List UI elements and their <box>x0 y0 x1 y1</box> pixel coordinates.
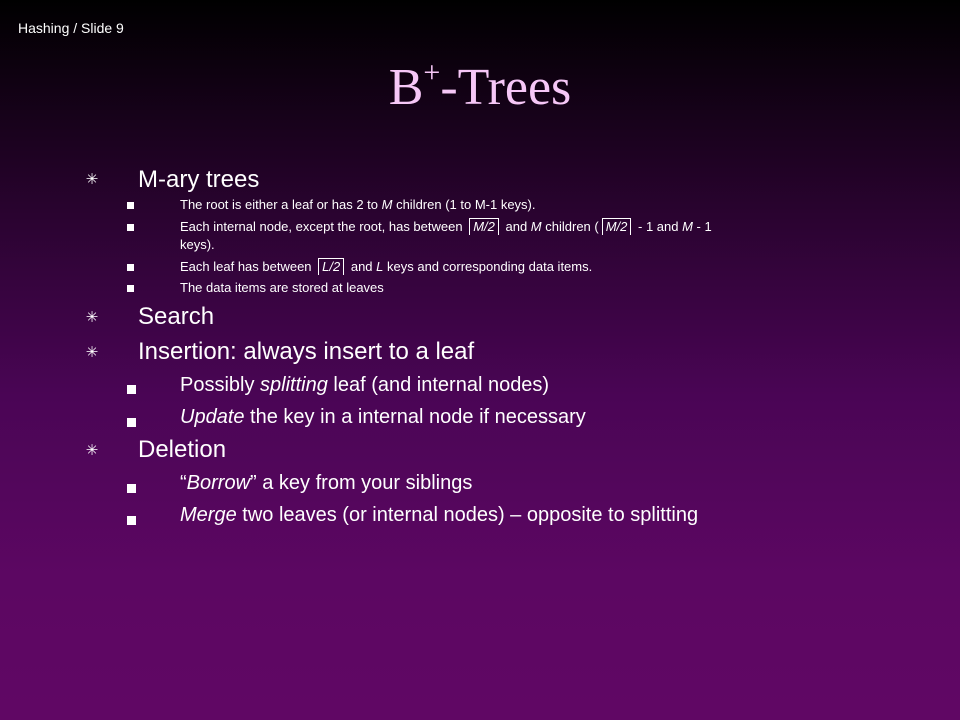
asterisk-icon: ✳ <box>85 442 99 459</box>
title-main: B <box>388 59 424 116</box>
asterisk-icon: ✳ <box>85 344 99 361</box>
title-superscript: + <box>423 56 441 89</box>
square-icon <box>127 202 134 209</box>
deletion-item-2: Merge two leaves (or internal nodes) – opposite to splitting <box>180 504 699 526</box>
heading-search: Search <box>138 303 215 330</box>
heading-deletion: Deletion <box>138 436 227 463</box>
title-rest: -Trees <box>440 59 572 116</box>
mary-item-4: The data items are stored at leaves <box>180 280 384 295</box>
square-icon <box>127 285 134 292</box>
insertion-item-2: Update the key in a internal node if necessary <box>180 406 586 428</box>
heading-insertion: Insertion: always insert to a leaf <box>138 338 475 365</box>
square-icon <box>127 516 136 525</box>
square-icon <box>127 385 136 394</box>
square-icon <box>127 418 136 427</box>
slide-label: Hashing / Slide 9 <box>18 20 124 36</box>
square-icon <box>127 224 134 231</box>
insertion-item-1: Possibly splitting leaf (and internal nodes) <box>180 374 550 396</box>
asterisk-icon: ✳ <box>85 171 99 188</box>
deletion-item-1: “Borrow” a key from your siblings <box>180 472 473 494</box>
square-icon <box>127 264 134 271</box>
mary-item-3: Each leaf has between L/2 and L keys and corresponding data items. <box>180 259 593 274</box>
mary-item-1: The root is either a leaf or has 2 to M children (1 to M-1 keys). <box>180 197 536 212</box>
square-icon <box>127 484 136 493</box>
heading-mary-trees: M-ary trees <box>138 166 260 193</box>
asterisk-icon: ✳ <box>85 309 99 326</box>
mary-item-2: Each internal node, except the root, has between M/2 and M children ( M/2 - 1 and M - 1 keys). <box>180 219 712 252</box>
